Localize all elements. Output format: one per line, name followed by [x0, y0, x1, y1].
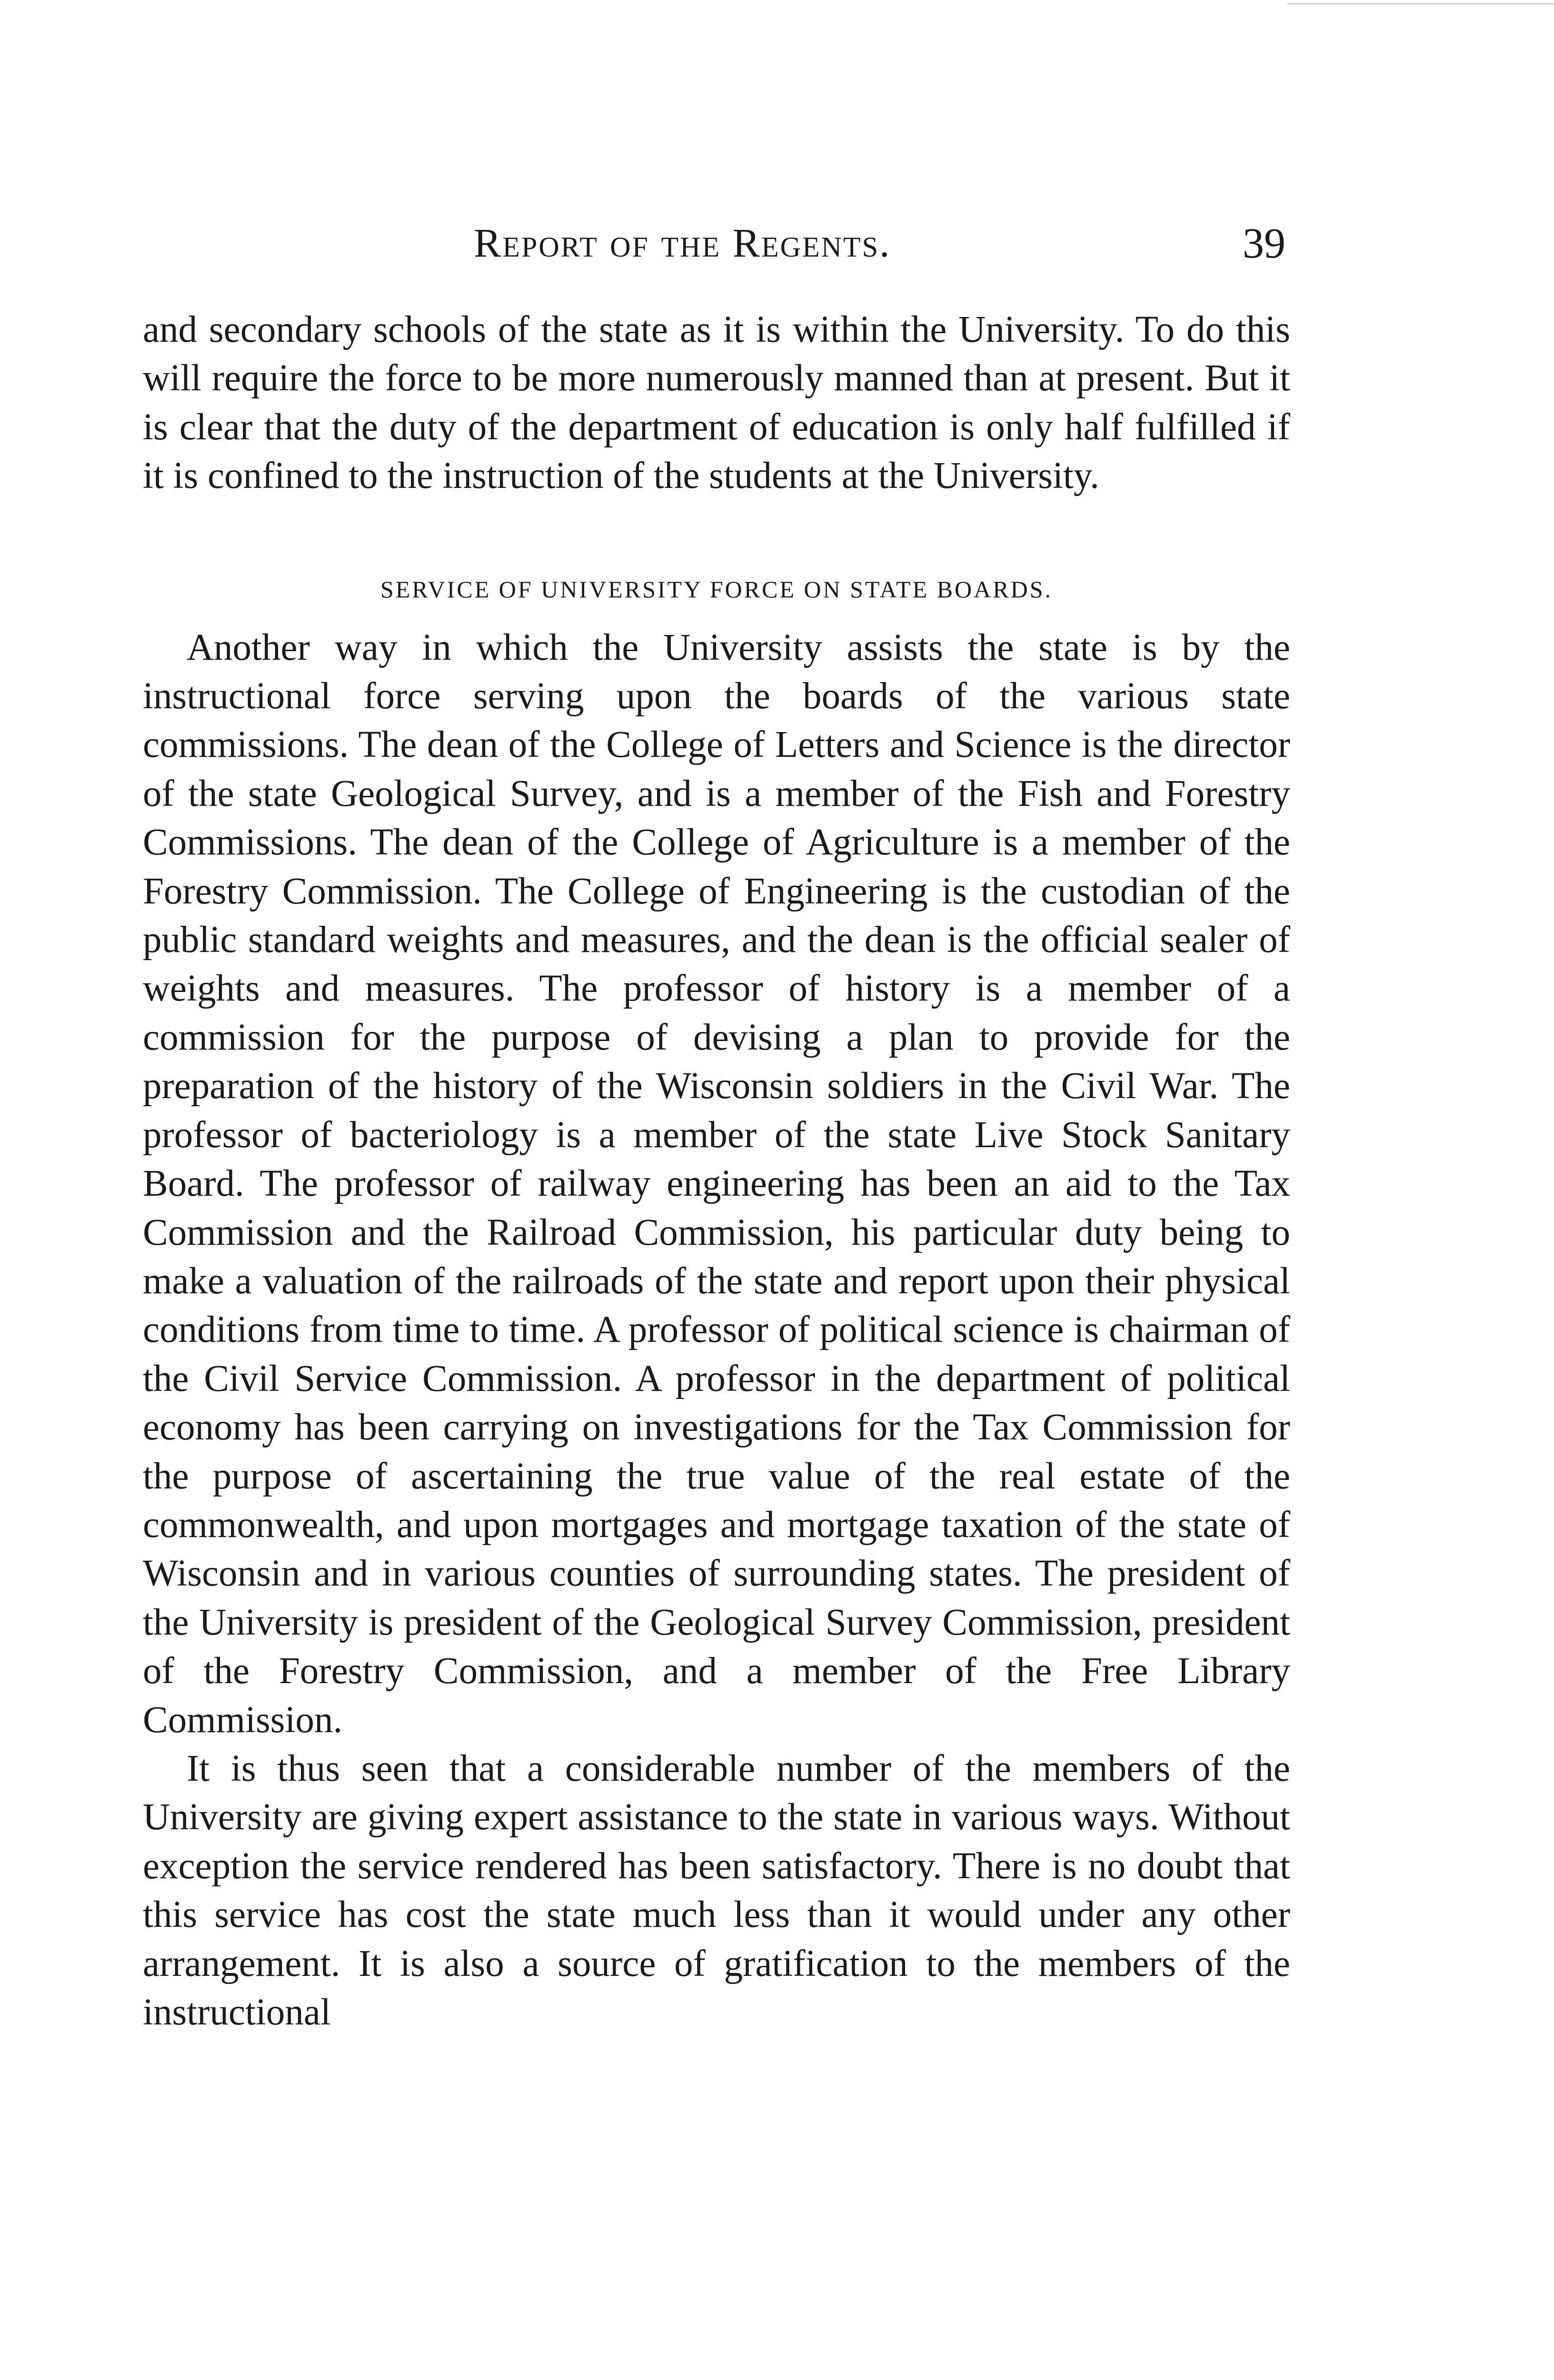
paragraph-continued: and secondary schools of the state as it is within the University. To do this will require the force to be more numerously manned than at present. But it is clear that the duty of the department of education is only half fulfilled if it is confined to the instruction of the students at the University. — [143, 309, 1290, 497]
section-heading: SERVICE OF UNIVERSITY FORCE ON STATE BOARDS. — [380, 575, 1053, 603]
running-head: Report of the Regents. — [474, 220, 891, 266]
body-text — [143, 306, 1290, 2037]
page-header — [143, 219, 1290, 281]
paragraph-conclusion: It is thus seen that a considerable number of the members of the University are giving expert assistance to the state in various ways. Without exception the service rendered has been satisfactory. There is no doubt that this service has cost the state much less than it would under any other arrangement. It is also a source of gratification to the members of the instructional — [143, 1747, 1290, 2033]
top-edge-rule — [1287, 3, 1554, 5]
page-number: 39 — [1243, 220, 1285, 267]
paragraph-service-boards: Another way in which the University assists the state is by the instructional force serving upon the boards of the various state commissions. The dean of the College of Letters and Science is the director of the state Geological Survey, and is a member of the Fish and Forestry Commissions. The dean of the College of Agriculture is a member of the Forestry Commission. The College of Engineering is the custodian of the public standard weights and measures, and the dean is the official sealer of weights and measures. The professor of history is a member of a commission for the purpose of devising a plan to provide for the preparation of the history of the Wisconsin soldiers in the Civil War. The professor of bacteriology is a member of the state Live Stock Sanitary Board. The professor of railway engineering has been an aid to the Tax Commission and the Railroad Commission, his particular duty being to make a valuation of the railroads of the state and report upon their physical conditions from time to time. A professor of political science is chairman of the Civil Service Commission. A professor in the department of political economy has been carrying on investigations for the Tax Commission for the purpose of ascertaining the true value of the real estate of the commonwealth, and upon mortgages and mortgage taxation of the state of Wisconsin and in various counties of surrounding states. The president of the University is president of the Geological Survey Commission, president of the Forestry Commission, and a member of the Free Library Commission. — [143, 626, 1290, 1741]
